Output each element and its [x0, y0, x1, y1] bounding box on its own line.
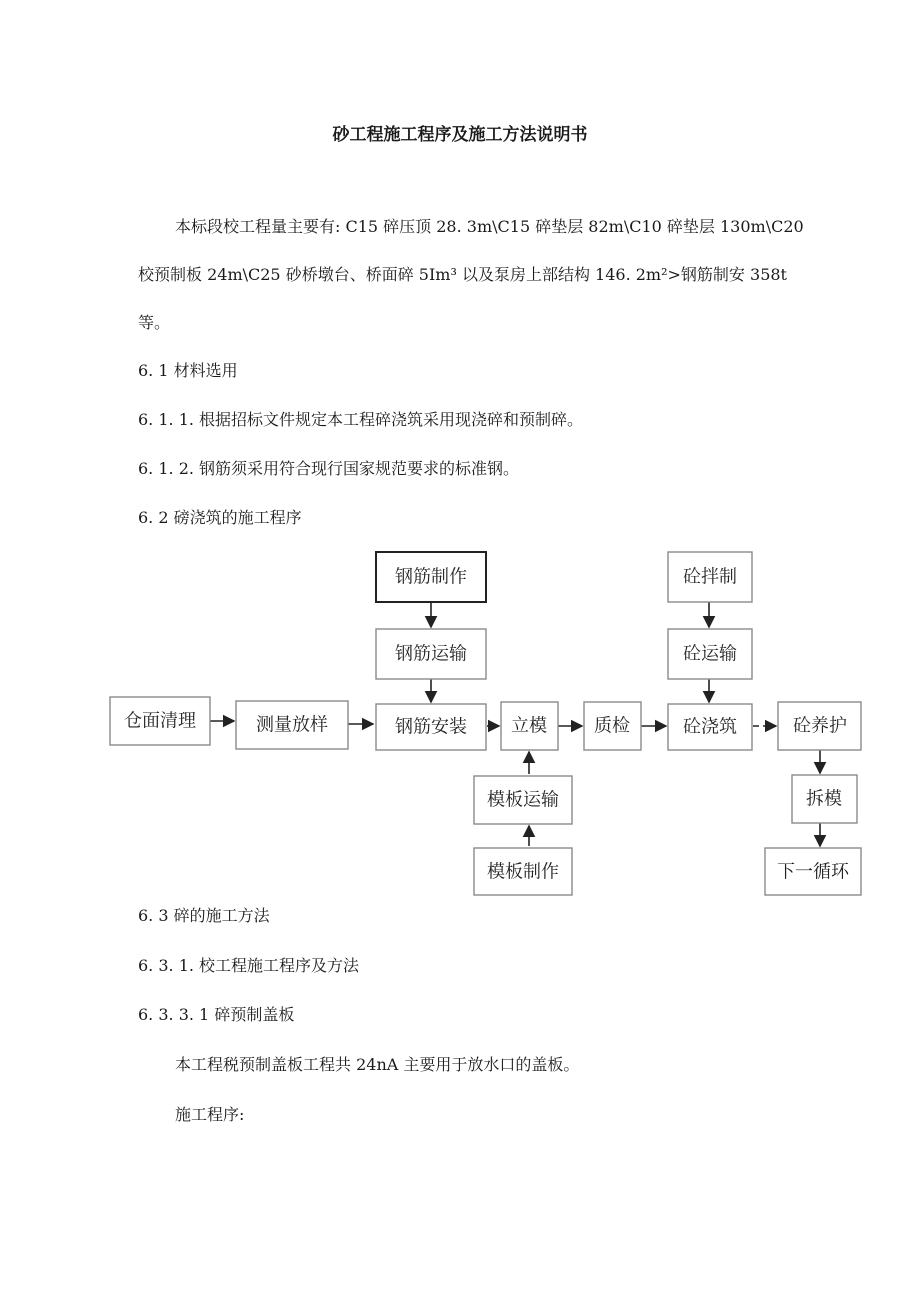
box-steel-make — [376, 552, 486, 602]
box-steel-make-label: 钢筋制作 — [395, 566, 467, 588]
box-formwork-erect-label: 立模 — [511, 715, 547, 737]
box-survey-layout — [236, 701, 348, 749]
intro-line-3: 等。 — [138, 313, 171, 332]
box-steel-transport-label: 钢筋运输 — [395, 643, 467, 665]
section-6-3-heading: 6. 3 碎的施工方法 — [138, 906, 270, 925]
intro-line-1: 本标段校工程量主要有: C15 碎压顶 28. 3m\C15 碎垫层 82m\C10 碎垫层 130m\C20 — [175, 217, 804, 236]
box-concrete-transport-label: 砼运输 — [683, 643, 737, 665]
box-concrete-transport — [668, 629, 752, 679]
box-steel-install-label: 钢筋安装 — [395, 716, 467, 738]
section-6-1-2: 6. 1. 2. 钢筋须采用符合现行国家规范要求的标准钢。 — [138, 459, 520, 478]
box-concrete-pour-label: 砼浇筑 — [683, 716, 737, 738]
box-form-transport-label: 模板运输 — [487, 789, 559, 811]
box-steel-transport — [376, 629, 486, 679]
box-next-cycle — [765, 848, 861, 895]
box-quality-check-label: 质检 — [594, 715, 630, 737]
section-6-2-heading: 6. 2 磅浇筑的施工程序 — [138, 508, 302, 527]
box-concrete-pour — [668, 704, 752, 750]
box-concrete-mix-label: 砼拌制 — [683, 566, 737, 588]
section-6-1-heading: 6. 1 材料选用 — [138, 361, 238, 380]
box-form-make-label: 模板制作 — [487, 861, 559, 883]
body-line-1: 本工程税预制盖板工程共 24nA 主要用于放水口的盖板。 — [175, 1055, 580, 1074]
construction-flowchart — [0, 540, 920, 900]
box-survey-layout-label: 测量放样 — [256, 714, 328, 736]
section-6-3-3-1: 6. 3. 3. 1 碎预制盖板 — [138, 1005, 295, 1024]
box-form-make — [474, 848, 572, 895]
box-concrete-cure — [778, 702, 861, 750]
box-warehouse-clean — [110, 697, 210, 745]
box-form-remove-label: 拆模 — [806, 788, 842, 810]
box-concrete-cure-label: 砼养护 — [793, 715, 847, 737]
body-line-2: 施工程序: — [175, 1105, 245, 1124]
box-form-transport — [474, 776, 572, 824]
box-concrete-mix — [668, 552, 752, 602]
section-6-3-1: 6. 3. 1. 校工程施工程序及方法 — [138, 956, 360, 975]
box-next-cycle-label: 下一循环 — [777, 861, 849, 883]
box-formwork-erect — [501, 702, 558, 750]
box-quality-check — [584, 702, 641, 750]
intro-line-2: 校预制板 24m\C25 砂桥墩台、桥面碎 5Im³ 以及泵房上部结构 146. 2m²>钢筋制安 358t — [138, 265, 787, 284]
box-form-remove — [792, 775, 857, 823]
document-title: 砂工程施工程序及施工方法说明书 — [332, 125, 588, 145]
box-warehouse-clean-label: 仓面清理 — [124, 710, 196, 732]
box-steel-install — [376, 704, 486, 750]
section-6-1-1: 6. 1. 1. 根据招标文件规定本工程碎浇筑采用现浇碎和预制碎。 — [138, 410, 584, 429]
